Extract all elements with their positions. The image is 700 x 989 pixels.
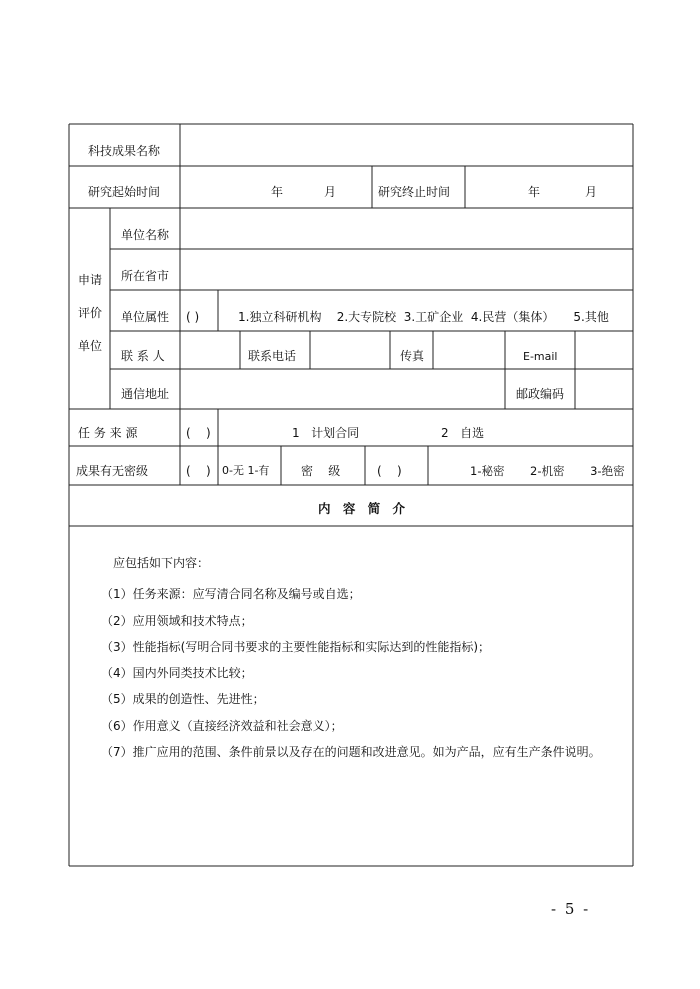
phone-label: 联系电话 — [248, 349, 297, 363]
address-label: 通信地址 — [121, 387, 170, 401]
task-option-2: 2 自选 — [441, 426, 485, 440]
achievement-name-label: 科技成果名称 — [88, 144, 161, 158]
summary-title: 内 容 简 介 — [318, 501, 410, 516]
unit-name-label: 单位名称 — [121, 228, 170, 242]
summary-item-7: （7）推广应用的范围、条件前景以及存在的问题和改进意见。如为产品，应有生产条件说明。 — [101, 745, 601, 759]
applicant-group-label-3: 单位 — [78, 339, 103, 353]
task-source-paren: ( ) — [186, 426, 211, 440]
secret-label: 成果有无密级 — [76, 464, 149, 478]
postcode-label: 邮政编码 — [516, 387, 565, 401]
end-month: 月 — [585, 185, 598, 199]
end-year: 年 — [528, 185, 541, 199]
contact-label: 联 系 人 — [121, 349, 165, 363]
summary-intro: 应包括如下内容： — [113, 556, 210, 570]
unit-type-options: 1.独立科研机构 2.大专院校 3.工矿企业 4.民营（集体） 5.其他 — [238, 310, 609, 324]
unit-type-label: 单位属性 — [121, 310, 170, 324]
summary-item-2: （2）应用领域和技术特点； — [101, 614, 253, 628]
secret-yes-no: 0-无 1-有 — [222, 464, 270, 477]
applicant-group-label-2: 评价 — [78, 306, 103, 320]
page-number: - 5 - — [551, 900, 591, 918]
start-month: 月 — [324, 185, 337, 199]
summary-item-6: （6）作用意义（直接经济效益和社会意义）； — [101, 719, 343, 733]
start-year: 年 — [271, 185, 284, 199]
task-source-label: 任 务 来 源 — [78, 426, 138, 440]
start-time-label: 研究起始时间 — [88, 185, 161, 199]
secret-level-paren: ( ) — [377, 464, 402, 478]
task-option-1: 1 计划合同 — [292, 426, 360, 440]
applicant-group-label-1: 申请 — [78, 273, 103, 287]
fax-label: 传真 — [400, 349, 425, 363]
summary-item-4: （4）国内外同类技术比较； — [101, 666, 253, 680]
summary-item-1: （1）任务来源：应写清合同名称及编号或自选； — [101, 587, 361, 601]
secret-level-label: 密 级 — [301, 464, 341, 478]
province-label: 所在省市 — [121, 269, 170, 283]
unit-type-paren: ( ) — [186, 310, 200, 324]
secret-levels: 1-秘密 2-机密 3-绝密 — [470, 464, 625, 478]
summary-item-5: （5）成果的创造性、先进性； — [101, 692, 265, 706]
end-time-label: 研究终止时间 — [378, 185, 451, 199]
summary-item-3: （3）性能指标(写明合同书要求的主要性能指标和实际达到的性能指标)； — [101, 640, 491, 654]
email-label: E-mail — [523, 350, 558, 363]
secret-paren: ( ) — [186, 464, 211, 478]
